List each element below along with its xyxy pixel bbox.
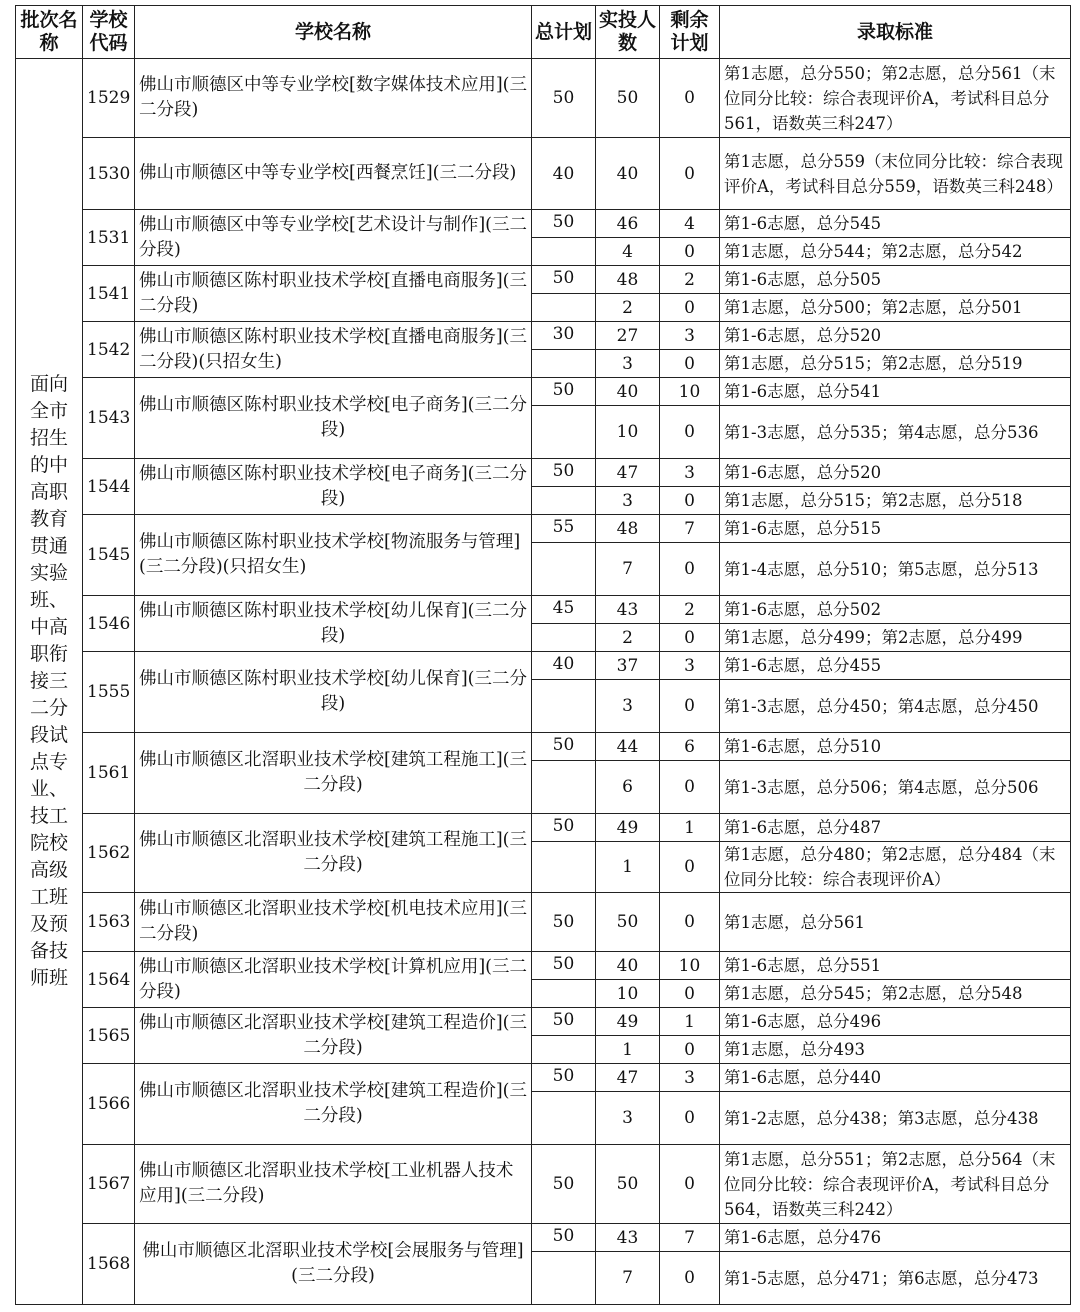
remaining-plan: 0 xyxy=(660,238,720,266)
admission-criteria: 第1-5志愿，总分471；第6志愿，总分473 xyxy=(720,1252,1071,1305)
remaining-plan: 0 xyxy=(660,406,720,459)
remaining-plan: 3 xyxy=(660,652,720,680)
actual-count: 3 xyxy=(596,487,660,515)
table-row xyxy=(16,322,1071,350)
remaining-plan: 3 xyxy=(660,459,720,487)
header-row xyxy=(16,6,1071,59)
school-code: 1562 xyxy=(83,814,135,893)
admission-table xyxy=(15,5,1071,1305)
school-name: 佛山市顺德区北滘职业技术学校[建筑工程造价](三二分段) xyxy=(135,1064,532,1145)
total-plan: 45 xyxy=(532,596,596,624)
actual-count: 1 xyxy=(596,1036,660,1064)
header-code: 学校代码 xyxy=(83,6,135,59)
total-plan: 40 xyxy=(532,138,596,210)
school-code: 1543 xyxy=(83,378,135,459)
table-row xyxy=(16,210,1071,238)
table-row xyxy=(16,596,1071,624)
total-plan: 40 xyxy=(532,652,596,680)
admission-criteria: 第1志愿，总分559（末位同分比较：综合表现评价A，考试科目总分559，语数英三科248） xyxy=(720,138,1071,210)
total-plan-empty xyxy=(532,1036,596,1064)
admission-criteria: 第1-3志愿，总分506；第4志愿，总分506 xyxy=(720,761,1071,814)
table-row xyxy=(16,893,1071,952)
school-code: 1541 xyxy=(83,266,135,322)
batch-name-cell xyxy=(16,59,83,1305)
admission-criteria: 第1志愿，总分480；第2志愿，总分484（末位同分比较：综合表现评价A） xyxy=(720,842,1071,893)
remaining-plan: 1 xyxy=(660,1008,720,1036)
table-row xyxy=(16,952,1071,980)
table-row xyxy=(16,138,1071,210)
school-name: 佛山市顺德区中等专业学校[艺术设计与制作](三二分段) xyxy=(135,210,532,266)
admission-criteria: 第1志愿，总分544；第2志愿，总分542 xyxy=(720,238,1071,266)
admission-criteria: 第1-6志愿，总分455 xyxy=(720,652,1071,680)
actual-count: 1 xyxy=(596,842,660,893)
school-code: 1563 xyxy=(83,893,135,952)
remaining-plan: 0 xyxy=(660,893,720,952)
total-plan-empty xyxy=(532,487,596,515)
school-code: 1568 xyxy=(83,1224,135,1305)
total-plan: 30 xyxy=(532,322,596,350)
total-plan: 50 xyxy=(532,952,596,980)
actual-count: 2 xyxy=(596,624,660,652)
school-name: 佛山市顺德区陈村职业技术学校[电子商务](三二分段) xyxy=(135,459,532,515)
total-plan-empty xyxy=(532,543,596,596)
admission-criteria: 第1志愿，总分493 xyxy=(720,1036,1071,1064)
admission-criteria: 第1-6志愿，总分510 xyxy=(720,733,1071,761)
admission-criteria: 第1志愿，总分550；第2志愿，总分561（末位同分比较：综合表现评价A，考试科目总分561，语数英三科247） xyxy=(720,59,1071,138)
header-total: 总计划 xyxy=(532,6,596,59)
admission-criteria: 第1-6志愿，总分476 xyxy=(720,1224,1071,1252)
remaining-plan: 3 xyxy=(660,322,720,350)
actual-count: 50 xyxy=(596,1145,660,1224)
table-row xyxy=(16,1008,1071,1036)
school-name: 佛山市顺德区陈村职业技术学校[物流服务与管理](三二分段)(只招女生) xyxy=(135,515,532,596)
school-name: 佛山市顺德区陈村职业技术学校[电子商务](三二分段) xyxy=(135,378,532,459)
school-name: 佛山市顺德区陈村职业技术学校[幼儿保育](三二分段) xyxy=(135,652,532,733)
actual-count: 50 xyxy=(596,893,660,952)
header-remain: 剩余计划 xyxy=(660,6,720,59)
actual-count: 40 xyxy=(596,378,660,406)
actual-count: 48 xyxy=(596,515,660,543)
table-row xyxy=(16,652,1071,680)
admission-criteria: 第1-6志愿，总分541 xyxy=(720,378,1071,406)
table-row xyxy=(16,1224,1071,1252)
actual-count: 6 xyxy=(596,761,660,814)
total-plan: 50 xyxy=(532,459,596,487)
school-name: 佛山市顺德区北滘职业技术学校[建筑工程施工](三二分段) xyxy=(135,733,532,814)
school-name: 佛山市顺德区中等专业学校[数字媒体技术应用](三二分段) xyxy=(135,59,532,138)
remaining-plan: 0 xyxy=(660,1145,720,1224)
actual-count: 50 xyxy=(596,59,660,138)
actual-count: 46 xyxy=(596,210,660,238)
total-plan-empty xyxy=(532,238,596,266)
actual-count: 7 xyxy=(596,543,660,596)
school-code: 1565 xyxy=(83,1008,135,1064)
school-name: 佛山市顺德区北滘职业技术学校[计算机应用](三二分段) xyxy=(135,952,532,1008)
actual-count: 43 xyxy=(596,1224,660,1252)
remaining-plan: 0 xyxy=(660,1092,720,1145)
header-name: 学校名称 xyxy=(135,6,532,59)
remaining-plan: 7 xyxy=(660,1224,720,1252)
school-code: 1544 xyxy=(83,459,135,515)
remaining-plan: 0 xyxy=(660,1036,720,1064)
total-plan-empty xyxy=(532,1092,596,1145)
school-code: 1566 xyxy=(83,1064,135,1145)
total-plan: 50 xyxy=(532,814,596,842)
total-plan: 50 xyxy=(532,893,596,952)
total-plan-empty xyxy=(532,624,596,652)
school-code: 1542 xyxy=(83,322,135,378)
school-code: 1561 xyxy=(83,733,135,814)
actual-count: 40 xyxy=(596,952,660,980)
admission-criteria: 第1志愿，总分545；第2志愿，总分548 xyxy=(720,980,1071,1008)
total-plan: 50 xyxy=(532,733,596,761)
total-plan: 50 xyxy=(532,1145,596,1224)
actual-count: 44 xyxy=(596,733,660,761)
school-name: 佛山市顺德区北滘职业技术学校[建筑工程施工](三二分段) xyxy=(135,814,532,893)
total-plan-empty xyxy=(532,406,596,459)
remaining-plan: 4 xyxy=(660,210,720,238)
header-batch: 批次名称 xyxy=(16,6,83,59)
school-name: 佛山市顺德区陈村职业技术学校[幼儿保育](三二分段) xyxy=(135,596,532,652)
school-name: 佛山市顺德区北滘职业技术学校[工业机器人技术应用](三二分段) xyxy=(135,1145,532,1224)
school-name: 佛山市顺德区北滘职业技术学校[机电技术应用](三二分段) xyxy=(135,893,532,952)
table-row xyxy=(16,515,1071,543)
table-body xyxy=(16,59,1071,1305)
actual-count: 10 xyxy=(596,406,660,459)
admission-criteria: 第1志愿，总分500；第2志愿，总分501 xyxy=(720,294,1071,322)
school-code: 1567 xyxy=(83,1145,135,1224)
actual-count: 40 xyxy=(596,138,660,210)
remaining-plan: 0 xyxy=(660,543,720,596)
remaining-plan: 0 xyxy=(660,59,720,138)
school-code: 1531 xyxy=(83,210,135,266)
school-name: 佛山市顺德区北滘职业技术学校[建筑工程造价](三二分段) xyxy=(135,1008,532,1064)
total-plan-empty xyxy=(532,350,596,378)
total-plan-empty xyxy=(532,294,596,322)
admission-criteria: 第1志愿，总分515；第2志愿，总分519 xyxy=(720,350,1071,378)
admission-criteria: 第1志愿，总分561 xyxy=(720,893,1071,952)
table-row xyxy=(16,814,1071,842)
admission-criteria: 第1-6志愿，总分515 xyxy=(720,515,1071,543)
header-criteria: 录取标准 xyxy=(720,6,1071,59)
remaining-plan: 0 xyxy=(660,761,720,814)
total-plan: 50 xyxy=(532,266,596,294)
remaining-plan: 0 xyxy=(660,138,720,210)
remaining-plan: 0 xyxy=(660,842,720,893)
admission-criteria: 第1-6志愿，总分496 xyxy=(720,1008,1071,1036)
remaining-plan: 0 xyxy=(660,680,720,733)
school-name: 佛山市顺德区陈村职业技术学校[直播电商服务](三二分段) xyxy=(135,266,532,322)
school-code: 1529 xyxy=(83,59,135,138)
total-plan: 50 xyxy=(532,378,596,406)
admission-criteria: 第1志愿，总分515；第2志愿，总分518 xyxy=(720,487,1071,515)
remaining-plan: 0 xyxy=(660,624,720,652)
total-plan-empty xyxy=(532,1252,596,1305)
actual-count: 47 xyxy=(596,459,660,487)
actual-count: 3 xyxy=(596,350,660,378)
total-plan-empty xyxy=(532,980,596,1008)
table-row xyxy=(16,266,1071,294)
school-code: 1546 xyxy=(83,596,135,652)
school-code: 1530 xyxy=(83,138,135,210)
header-actual: 实投人数 xyxy=(596,6,660,59)
actual-count: 37 xyxy=(596,652,660,680)
school-name: 佛山市顺德区陈村职业技术学校[直播电商服务](三二分段)(只招女生) xyxy=(135,322,532,378)
actual-count: 27 xyxy=(596,322,660,350)
school-name: 佛山市顺德区中等专业学校[西餐烹饪](三二分段) xyxy=(135,138,532,210)
school-code: 1545 xyxy=(83,515,135,596)
table-row xyxy=(16,733,1071,761)
admission-criteria: 第1-3志愿，总分535；第4志愿，总分536 xyxy=(720,406,1071,459)
remaining-plan: 0 xyxy=(660,350,720,378)
admission-criteria: 第1-6志愿，总分440 xyxy=(720,1064,1071,1092)
admission-criteria: 第1志愿，总分551；第2志愿，总分564（末位同分比较：综合表现评价A，考试科目总分564，语数英三科242） xyxy=(720,1145,1071,1224)
table-row xyxy=(16,59,1071,138)
total-plan-empty xyxy=(532,761,596,814)
admission-criteria: 第1-2志愿，总分438；第3志愿，总分438 xyxy=(720,1092,1071,1145)
remaining-plan: 10 xyxy=(660,378,720,406)
school-code: 1555 xyxy=(83,652,135,733)
actual-count: 3 xyxy=(596,1092,660,1145)
total-plan-empty xyxy=(532,680,596,733)
remaining-plan: 6 xyxy=(660,733,720,761)
actual-count: 43 xyxy=(596,596,660,624)
batch-name: 面向全市招生的中高职教育贯通实验班、中高职衔接三二分段试点专业、技工院校高级工班及预备技师班 xyxy=(29,373,68,989)
remaining-plan: 10 xyxy=(660,952,720,980)
admission-criteria: 第1-6志愿，总分520 xyxy=(720,459,1071,487)
admission-criteria: 第1-6志愿，总分487 xyxy=(720,814,1071,842)
remaining-plan: 3 xyxy=(660,1064,720,1092)
admission-criteria: 第1-6志愿，总分520 xyxy=(720,322,1071,350)
actual-count: 47 xyxy=(596,1064,660,1092)
total-plan: 50 xyxy=(532,210,596,238)
remaining-plan: 0 xyxy=(660,294,720,322)
total-plan: 55 xyxy=(532,515,596,543)
remaining-plan: 0 xyxy=(660,487,720,515)
table-row xyxy=(16,1145,1071,1224)
actual-count: 4 xyxy=(596,238,660,266)
actual-count: 49 xyxy=(596,814,660,842)
total-plan-empty xyxy=(532,842,596,893)
actual-count: 48 xyxy=(596,266,660,294)
remaining-plan: 7 xyxy=(660,515,720,543)
remaining-plan: 2 xyxy=(660,266,720,294)
actual-count: 7 xyxy=(596,1252,660,1305)
remaining-plan: 0 xyxy=(660,980,720,1008)
actual-count: 10 xyxy=(596,980,660,1008)
total-plan: 50 xyxy=(532,1224,596,1252)
total-plan: 50 xyxy=(532,1008,596,1036)
remaining-plan: 1 xyxy=(660,814,720,842)
admission-criteria: 第1-6志愿，总分545 xyxy=(720,210,1071,238)
remaining-plan: 0 xyxy=(660,1252,720,1305)
admission-criteria: 第1-4志愿，总分510；第5志愿，总分513 xyxy=(720,543,1071,596)
table-row xyxy=(16,1064,1071,1092)
admission-criteria: 第1-6志愿，总分505 xyxy=(720,266,1071,294)
admission-criteria: 第1志愿，总分499；第2志愿，总分499 xyxy=(720,624,1071,652)
total-plan: 50 xyxy=(532,59,596,138)
admission-criteria: 第1-6志愿，总分551 xyxy=(720,952,1071,980)
actual-count: 3 xyxy=(596,680,660,733)
table-row xyxy=(16,378,1071,406)
admission-criteria: 第1-3志愿，总分450；第4志愿，总分450 xyxy=(720,680,1071,733)
admission-criteria: 第1-6志愿，总分502 xyxy=(720,596,1071,624)
total-plan: 50 xyxy=(532,1064,596,1092)
actual-count: 2 xyxy=(596,294,660,322)
remaining-plan: 2 xyxy=(660,596,720,624)
table-row xyxy=(16,459,1071,487)
school-name: 佛山市顺德区北滘职业技术学校[会展服务与管理](三二分段) xyxy=(135,1224,532,1305)
school-code: 1564 xyxy=(83,952,135,1008)
actual-count: 49 xyxy=(596,1008,660,1036)
